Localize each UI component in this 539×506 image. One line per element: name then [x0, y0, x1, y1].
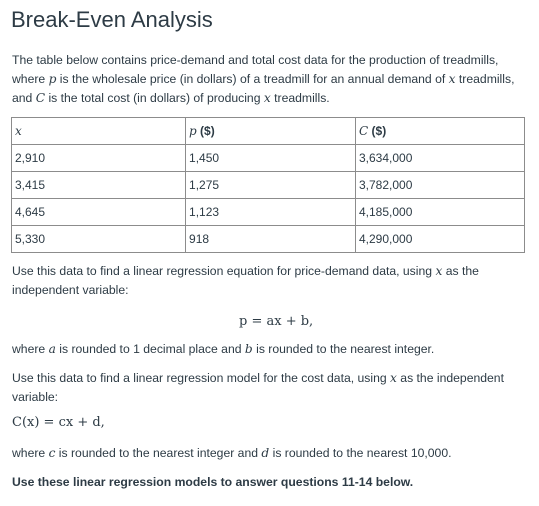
question-text: as the independent variable:	[12, 371, 504, 404]
var-x: x	[263, 91, 271, 105]
table-row	[12, 172, 525, 199]
header-c	[356, 118, 525, 145]
note-text: where	[12, 342, 49, 356]
data-table	[11, 117, 525, 253]
intro-text-4: is the total cost (in dollars) of producing	[45, 91, 264, 105]
intro-text-2: is the wholesale price (in dollars) of a treadmill for an annual demand of	[56, 72, 449, 86]
table-row	[12, 145, 525, 172]
note-text: is rounded to the nearest 10,000.	[269, 446, 452, 460]
question-text: Use this data to find a linear regression equation for price-demand data, using	[12, 264, 436, 278]
note-text: is rounded to the nearest integer and	[55, 446, 262, 460]
var-x: x	[435, 264, 443, 278]
header-unit: ($)	[368, 124, 387, 138]
cell-c: 3,634,000	[356, 145, 525, 172]
question-cost	[12, 369, 527, 407]
instruction-text: Use these linear regression models to answer questions 11-14 below.	[12, 475, 414, 489]
header-x	[12, 118, 186, 145]
header-unit: ($)	[196, 124, 215, 138]
page-title: Break-Even Analysis	[11, 7, 213, 32]
var-c: C	[35, 91, 46, 105]
cell-c: 4,290,000	[356, 226, 525, 253]
cell-p: 1,275	[186, 172, 356, 199]
cell-x: 3,415	[12, 172, 186, 199]
table-header-row	[12, 118, 525, 145]
note-text: where	[12, 446, 49, 460]
cell-x: 4,645	[12, 199, 186, 226]
var-x: x	[448, 72, 456, 86]
rounding-note-1	[12, 340, 434, 359]
question-text: Use this data to find a linear regression model for the cost data, using	[12, 371, 391, 385]
cell-c: 3,782,000	[356, 172, 525, 199]
var-x: x	[390, 371, 397, 385]
header-p	[186, 118, 356, 145]
var-p: p	[48, 72, 57, 86]
header-var: x	[15, 124, 22, 138]
cell-x: 2,910	[12, 145, 186, 172]
cell-p: 1,123	[186, 199, 356, 226]
intro-text-1: The table below contains price-demand and total cost data for the production of treadmills, where	[12, 53, 499, 86]
cell-p: 918	[186, 226, 356, 253]
header-var: C	[359, 124, 369, 138]
var-b: b	[244, 342, 253, 356]
header-var: p	[189, 124, 197, 138]
var-d: d	[261, 446, 270, 460]
table-row	[12, 226, 525, 253]
cell-x: 5,330	[12, 226, 186, 253]
note-text: is rounded to the nearest integer.	[252, 342, 435, 356]
intro-text-3: treadmills, and	[12, 72, 515, 105]
var-a: a	[48, 342, 56, 356]
note-text: is rounded to 1 decimal place and	[55, 342, 245, 356]
question-text: as the independent variable:	[12, 264, 479, 297]
rounding-note-2	[12, 444, 451, 463]
equation-cost: C(x) = cx + d,	[12, 415, 105, 430]
cell-c: 4,185,000	[356, 199, 525, 226]
equation-price-demand: p = ax + b,	[239, 314, 314, 329]
cell-p: 1,450	[186, 145, 356, 172]
intro-text-5: treadmills.	[270, 91, 330, 105]
table-row	[12, 199, 525, 226]
intro-paragraph	[12, 51, 532, 108]
question-price-demand	[12, 262, 522, 300]
var-c: c	[48, 446, 56, 460]
